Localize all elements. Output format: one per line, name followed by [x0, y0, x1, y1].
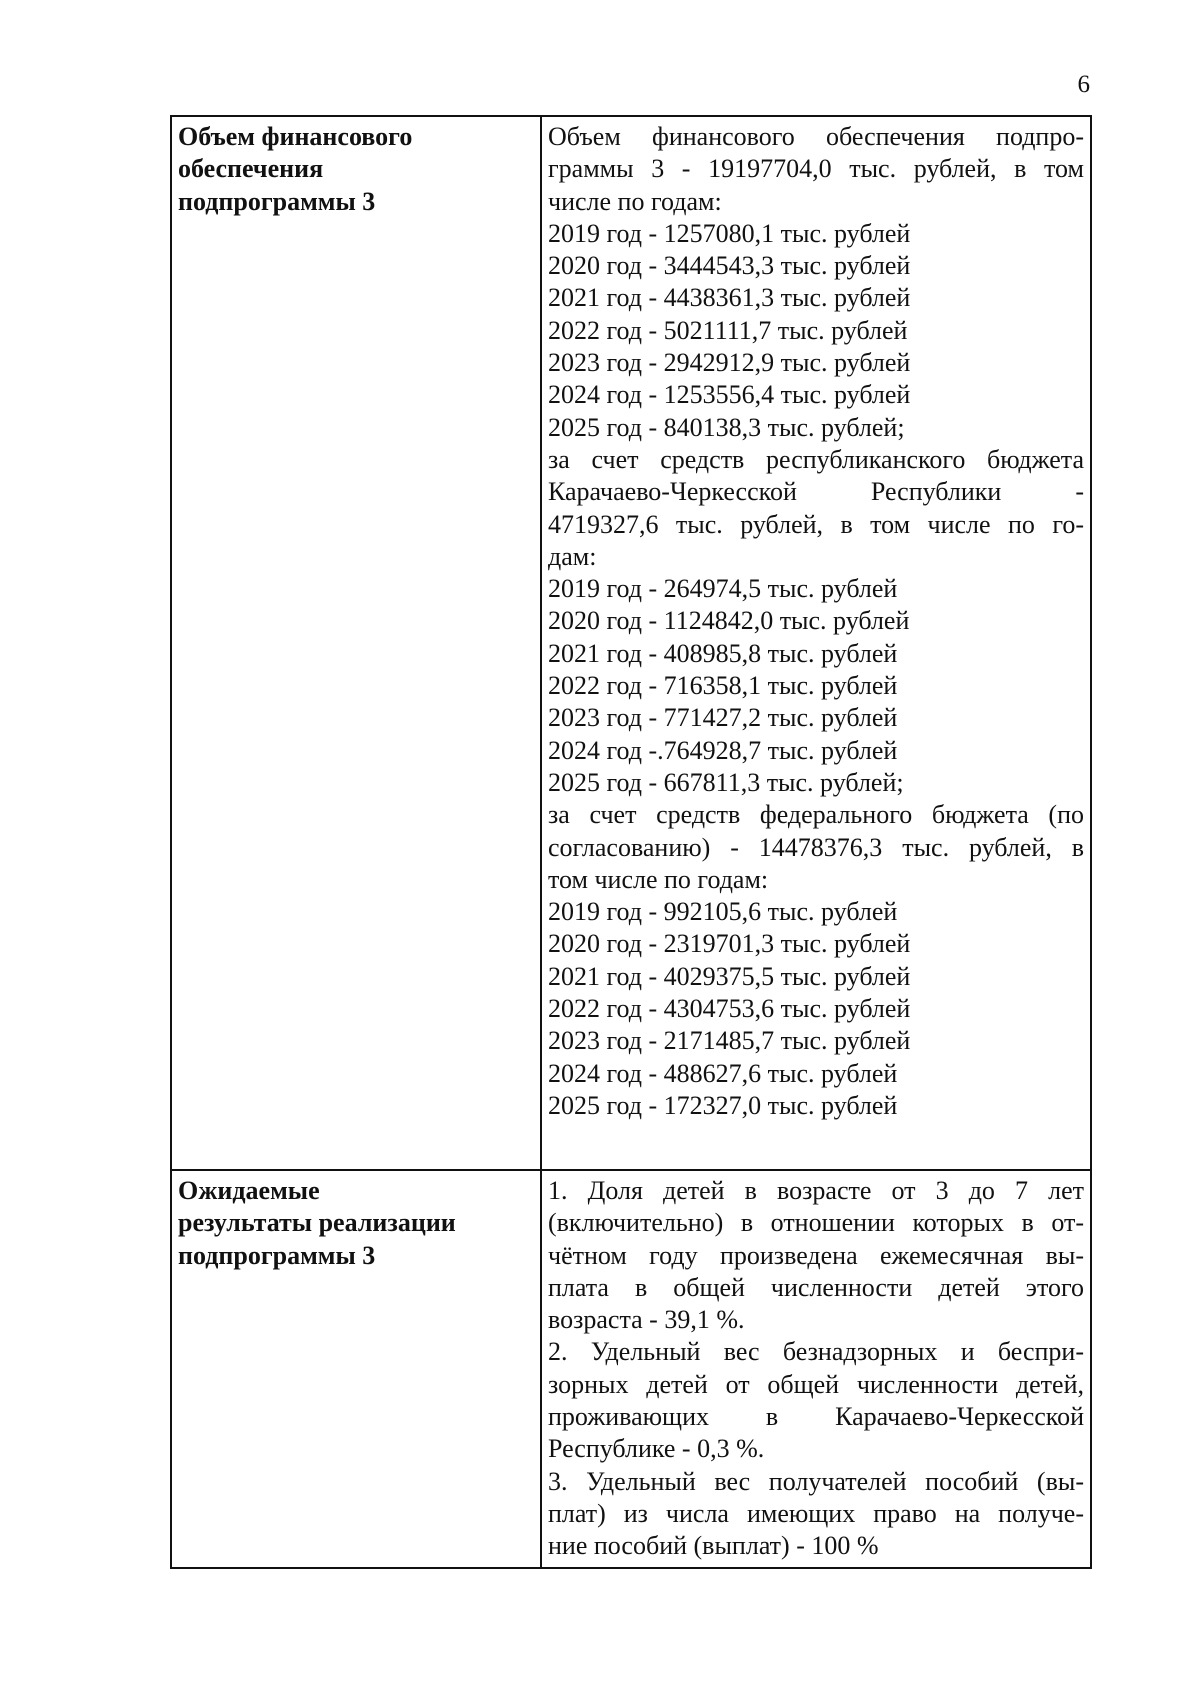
financing-intro-line: Объем финансового обеспечения подпро- [548, 122, 1084, 151]
financing-label-cell [171, 116, 541, 1170]
federal-year-line: 2022 год - 4304753,6 тыс. рублей [548, 994, 911, 1024]
federal-intro-line: согласованию) - 14478376,3 тыс. рублей, в [548, 832, 1084, 862]
regional-intro-line: дам: [548, 541, 597, 571]
financing-value-cell [541, 116, 1091, 1170]
result-line: Республике - 0,3 %. [548, 1434, 765, 1464]
regional-year-line: 2019 год - 264974,5 тыс. рублей [548, 574, 898, 604]
result-line: зорных детей от общей численности детей, [548, 1369, 1084, 1399]
expected-results-row [171, 1170, 1091, 1568]
federal-year-line: 2023 год - 2171485,7 тыс. рублей [548, 1026, 911, 1056]
regional-year-line: 2021 год - 408985,8 тыс. рублей [548, 638, 898, 668]
total-year-line: 2020 год - 3444543,3 тыс. рублей [548, 251, 911, 281]
result-line: 3. Удельный вес получателей пособий (вы- [548, 1466, 1084, 1496]
result-line: чётном году произведена ежемесячная вы- [548, 1240, 1084, 1270]
result-line: плата в общей численности детей этого [548, 1272, 1084, 1302]
regional-year-line: 2020 год - 1124842,0 тыс. рублей [548, 606, 910, 636]
result-line: (включительно) в отношении которых в от- [548, 1208, 1084, 1238]
federal-intro-line: за счет средств федерального бюджета (по [548, 800, 1084, 830]
financing-label-line: подпрограммы 3 [178, 186, 376, 216]
total-year-line: 2021 год - 4438361,3 тыс. рублей [548, 283, 911, 313]
expected-results-label-cell [171, 1170, 541, 1568]
regional-intro-line: Карачаево-Черкесской Республики - [548, 477, 1084, 507]
total-year-line: 2022 год - 5021111,7 тыс. рублей [548, 315, 908, 345]
result-line: ние пособий (выплат) - 100 % [548, 1531, 879, 1561]
federal-intro-line: том числе по годам: [548, 864, 769, 894]
federal-year-line: 2021 год - 4029375,5 тыс. рублей [548, 961, 911, 991]
federal-year-line: 2019 год - 992105,6 тыс. рублей [548, 897, 898, 927]
financing-row [171, 116, 1091, 1170]
financing-label-line: обеспечения [178, 154, 324, 184]
financing-label-line: Объем финансового [178, 122, 413, 151]
federal-year-line: 2020 год - 2319701,3 тыс. рублей [548, 929, 911, 959]
expected-results-label-line: подпрограммы 3 [178, 1240, 376, 1270]
subprogram-passport-table [170, 115, 1092, 1569]
result-line: 1. Доля детей в возрасте от 3 до 7 лет [548, 1176, 1084, 1205]
result-line: возраста - 39,1 %. [548, 1305, 745, 1335]
regional-intro-line: 4719327,6 тыс. рублей, в том числе по го- [548, 509, 1084, 539]
federal-year-line: 2024 год - 488627,6 тыс. рублей [548, 1058, 898, 1088]
financing-intro-line: числе по годам: [548, 186, 722, 216]
result-line: плат) из числа имеющих право на получе- [548, 1498, 1084, 1528]
regional-year-line: 2024 год -.764928,7 тыс. рублей [548, 735, 898, 765]
total-year-line: 2025 год - 840138,3 тыс. рублей; [548, 412, 905, 442]
expected-results-label-line: Ожидаемые [178, 1176, 320, 1205]
total-year-line: 2024 год - 1253556,4 тыс. рублей [548, 380, 911, 410]
total-year-line: 2019 год - 1257080,1 тыс. рублей [548, 218, 911, 248]
expected-results-label-line: результаты реализации [178, 1208, 456, 1238]
regional-year-line: 2025 год - 667811,3 тыс. рублей; [548, 767, 904, 797]
regional-intro-line: за счет средств республиканского бюджета [548, 444, 1084, 474]
financing-intro-line: граммы 3 - 19197704,0 тыс. рублей, в том [548, 154, 1084, 184]
result-line: проживающих в Карачаево-Черкесской [548, 1402, 1084, 1432]
regional-year-line: 2023 год - 771427,2 тыс. рублей [548, 703, 898, 733]
page-number: 6 [1077, 71, 1090, 98]
federal-year-line: 2025 год - 172327,0 тыс. рублей [548, 1090, 898, 1120]
total-year-line: 2023 год - 2942912,9 тыс. рублей [548, 348, 911, 378]
regional-year-line: 2022 год - 716358,1 тыс. рублей [548, 671, 898, 701]
expected-results-value-cell [541, 1170, 1091, 1568]
result-line: 2. Удельный вес безнадзорных и беспри- [548, 1337, 1084, 1367]
